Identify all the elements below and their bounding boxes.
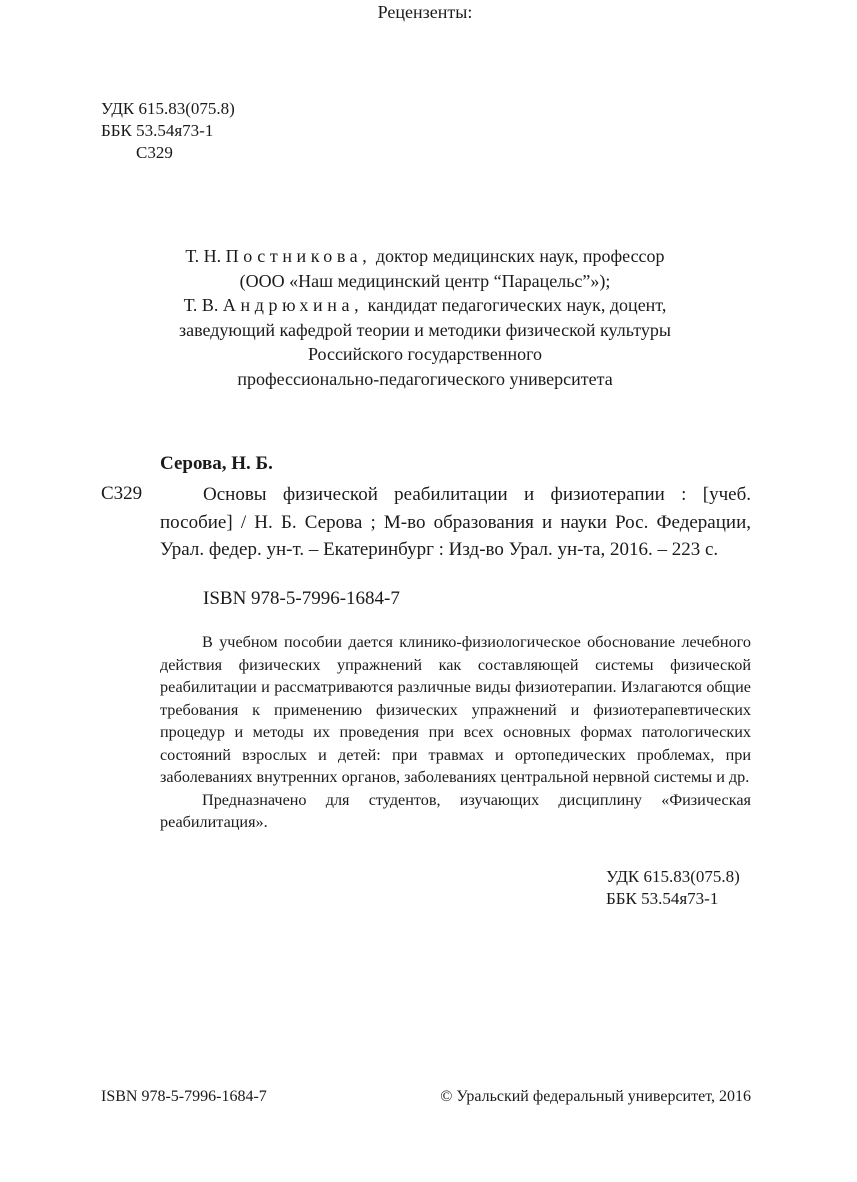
abstract-paragraph-1: В учебном пособии дается клинико-физиологическое обоснование лечебного действия физических упражнений как составляющей системы физической реабилитации и рассматриваются различные виды физиотерапии. Излагаются общие требования к применению физических упражнений и физиотерапевтических процедур и методы их проведения при всех основных формах патологических состояний взрослых и детей: при травмах и ортопедических проблемах, при заболеваниях внутренних органов, заболеваниях центральной нервной системы и др. [160, 633, 751, 786]
abstract [160, 631, 751, 834]
bibliographic-description [160, 481, 751, 564]
classification-block-bottom [606, 866, 740, 910]
bbk-code: ББК 53.54я73-1 [101, 121, 214, 140]
reviewer-2-university-line-2: профессионально-педагогического университета [237, 368, 613, 389]
reviewer-2-line-1 [100, 293, 750, 318]
reviewer-1-surname: Постникова, [225, 246, 372, 266]
reviewer-1 [100, 244, 750, 293]
record-isbn: ISBN 978-5-7996-1684-7 [203, 588, 400, 609]
record-author-mark: С329 [101, 483, 143, 504]
reviewer-2-position: заведующий кафедрой теории и методики физической культуры [179, 319, 671, 340]
bbk-code-bottom: ББК 53.54я73-1 [606, 889, 719, 908]
reviewer-2 [100, 293, 750, 391]
abstract-paragraph-2: Предназначено для студентов, изучающих дисциплину «Физическая реабилитация». [160, 790, 751, 831]
bibliographic-text: Основы физической реабилитации и физиотерапии : [учеб. пособие] / Н. Б. Серова ; М-во образования и науки Рос. Федерации, Урал. федер. ун-т. – Екатеринбург : Изд-во Урал. ун-та, 2016. – 223 с. [160, 484, 751, 560]
author-mark: С329 [136, 143, 173, 162]
reviewer-1-initials: Т. Н. [185, 246, 222, 266]
footer-copyright: © Уральский федеральный университет, 2016 [440, 1088, 751, 1105]
footer-isbn: ISBN 978-5-7996-1684-7 [101, 1088, 267, 1105]
reviewer-2-initials: Т. В. [183, 295, 219, 315]
reviewer-2-university-line-1: Российского государственного [307, 344, 543, 364]
reviewer-1-line-1 [100, 244, 750, 269]
reviewer-1-title: доктор медицинских наук, профессор [375, 246, 665, 266]
udk-code-bottom: УДК 615.83(075.8) [606, 867, 740, 886]
reviewers-heading: Рецензенты: [377, 2, 473, 22]
reviewer-1-affiliation: (ООО «Наш медицинский центр “Парацельс”»); [239, 270, 611, 291]
reviewer-2-surname: Андрюхина, [222, 295, 364, 315]
author-heading: Серова, Н. Б. [160, 453, 273, 474]
reviewer-2-title: кандидат педагогических наук, доцент, [367, 295, 667, 315]
udk-code: УДК 615.83(075.8) [101, 99, 235, 118]
classification-block-top [101, 98, 235, 164]
